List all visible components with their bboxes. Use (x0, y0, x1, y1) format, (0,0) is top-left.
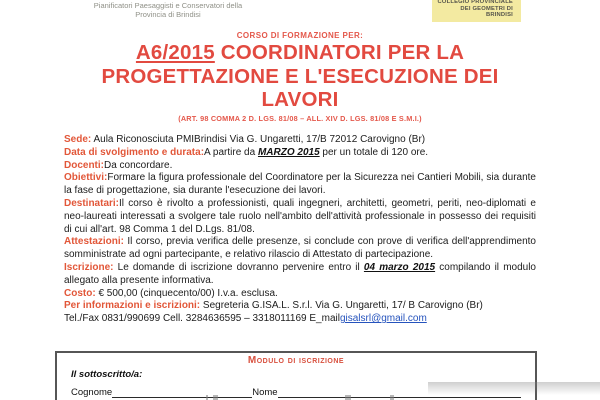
cut-off-text-artifact (206, 395, 208, 400)
costo-label: Costo: (64, 287, 96, 299)
data-durata-label: Data di svolgimento e durata: (64, 146, 205, 158)
badge-line-3: BRINDISI (485, 12, 513, 19)
course-title-line-1: A6/2015 COORDINATORI PER LA (135, 41, 465, 64)
para-docenti: Docenti:Da concordare. (64, 159, 173, 171)
para-attestazioni: Attestazioni: Il corso, previa verifica delle presenze, si conclude con prove di verifica dell'apprendimento somministrate ad ogni partecipante, e relativo rilascio di Attestato di partecipazione. (64, 236, 536, 261)
para-destinatari: Destinatari:Il corso è rivolto a professionisti, quali ingegneri, architetti, geometri, periti, neo-diplomati e neo-laureati interessati a svolgere tale ruolo nell'ambito dell'attività professionale in possesso dei requisiti di cui all'art. 98 Comma 1 del D.Lgs. 81/08. (64, 197, 536, 235)
law-reference: (ART. 98 COMMA 2 D. LGS. 81/08 – ALL. XIV D. LGS. 81/08 E S.M.I.) (178, 114, 422, 123)
geometri-badge (432, 0, 521, 22)
para-informazioni: Per informazioni e iscrizioni: Segreteria G.ISA.L. S.r.l. Via G. Ungaretti, 17/ B Carovigno (Br) (64, 300, 483, 312)
attestazioni-label: Attestazioni: (64, 236, 124, 248)
course-title-line-3: LAVORI (261, 88, 339, 111)
start-date: MARZO 2015 (257, 146, 320, 158)
badge-line-1: COLLEGIO PROVINCIALE (437, 0, 513, 5)
destinatari-label: Destinatari: (64, 197, 120, 209)
organization-line-1: Pianificatori Paesaggisti e Conservatori della (93, 1, 243, 10)
cut-off-text-artifact (390, 395, 394, 400)
obiettivi-label: Obiettivi: (64, 172, 108, 184)
para-contatti: Tel./Fax 0831/990699 Cell. 3284636595 – 3318011169 E_mailgisalsrl@gmail.com (64, 313, 427, 325)
name-label: Nome (252, 387, 278, 398)
docenti-label: Docenti: (64, 159, 104, 171)
badge-line-2: DEI GEOMETRI DI (460, 5, 513, 12)
course-title (0, 41, 600, 112)
scan-shadow-artifact (428, 382, 600, 395)
para-obiettivi: Obiettivi:Formare la figura professionale del Coordinatore per la Sicurezza nei Cantieri Mobili, sia durante la fase di progettazione, sia durante l'esecuzione dei lavori. (64, 172, 536, 197)
para-sede: Sede: Aula Riconosciuta PMIBrindisi Via G. Ungaretti, 17/B 72012 Carovigno (Br) (64, 134, 426, 145)
course-details (64, 134, 536, 326)
informazioni-label: Per informazioni e iscrizioni: (64, 300, 201, 312)
deadline-date: 04 marzo 2015 (363, 261, 436, 273)
iscrizione-label: Iscrizione: (64, 261, 114, 273)
form-title: Modulo di iscrizione (247, 355, 345, 366)
para-iscrizione: Iscrizione: Le domande di iscrizione dovranno pervenire entro il 04 marzo 2015 compilando il modulo allegato alla presente informativa. (64, 261, 536, 286)
subscriber-label: Il sottoscritto/a: (71, 369, 143, 380)
course-code: A6/2015 (135, 41, 215, 64)
geometri-badge-text (432, 0, 521, 19)
sede-label: Sede: (64, 134, 92, 145)
email-link[interactable]: gisalsrl@gmail.com (339, 313, 427, 325)
surname-label: Cognome (71, 387, 113, 398)
cut-off-text-artifact (213, 395, 218, 400)
course-kicker: CORSO DI FORMAZIONE PER: (236, 31, 364, 40)
para-data-durata: Data di svolgimento e durata:A partire da MARZO 2015 per un totale di 120 ore. (64, 146, 429, 158)
course-title-line-2: PROGETTAZIONE E L'ESECUZIONE DEI (101, 64, 499, 88)
organization-header (28, 1, 308, 19)
para-costo: Costo: € 500,00 (cinquecento/00) I.v.a. esclusa. (64, 287, 278, 299)
organization-line-2: Provincia di Brindisi (135, 10, 201, 19)
surname-blank-field (112, 388, 252, 398)
cut-off-text-artifact (345, 395, 351, 400)
